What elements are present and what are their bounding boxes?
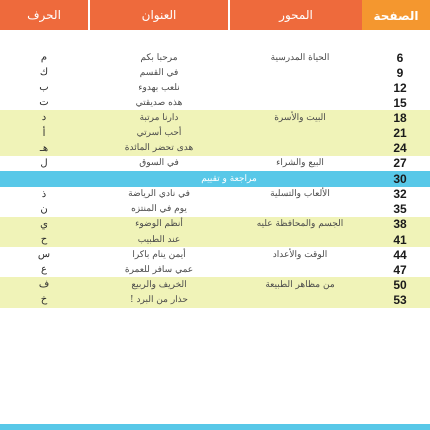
letter-cell: أ [42,127,46,139]
title-cell: في السوق [139,158,179,169]
header-title: العنوان [88,0,230,30]
letter-cell: ف [38,279,50,291]
table-row [0,232,430,247]
page-number: 50 [393,277,407,292]
letter-cell: ع [41,264,47,276]
title-cell: هذه صديقتي [135,97,183,108]
page-number: 6 [396,50,404,65]
table-header [0,0,430,30]
axis-cell: الجسم والمحافظة عليه [256,219,344,230]
page-number: 24 [393,141,407,156]
table-row [0,217,430,232]
table-row [0,95,430,110]
page-number: 18 [393,110,407,125]
title-cell: مرحبا بكم [140,52,178,63]
title-cell: الخريف والربيع [131,279,187,290]
table-row [0,156,430,171]
header-page: الصفحة [362,0,430,30]
letter-cell: م [40,52,48,64]
letter-cell: ح [40,234,48,246]
page-number: 12 [393,80,407,95]
table-row [0,247,430,262]
letter-cell: هـ [39,142,49,154]
table-row [0,202,430,217]
title-cell: في نادي الرياضة [128,189,190,200]
page-number: 15 [393,95,407,110]
title-cell: هدى تحضر المائدة [124,143,194,154]
page-number: 32 [393,187,407,202]
page-number: 44 [393,247,407,262]
header-letter: الحرف [0,0,88,30]
title-cell: عمي سافر للعمرة [124,264,194,275]
letter-cell: ت [39,97,49,109]
title-cell: يوم في المنتزه [131,204,187,215]
review-row [0,171,430,187]
letter-cell: ك [39,67,49,79]
page-number: 53 [393,292,407,307]
axis-cell: الحياة المدرسية [270,52,330,63]
page-number: 47 [393,262,407,277]
page-number: 27 [393,156,407,171]
bottom-bar [0,424,430,430]
page-number: 38 [393,217,407,232]
title-cell: نلعب بهدوء [138,82,180,93]
letter-cell: خ [40,294,48,306]
axis-cell: البيع والشراء [276,158,324,169]
title-cell: أحب أسرتي [136,128,182,139]
table-row [0,110,430,125]
page-number: 35 [393,202,407,217]
letter-cell: ن [40,203,48,215]
table-row [0,80,430,95]
axis-cell: الوقت والأعداد [272,249,328,260]
title-cell: عند الطبيب [137,234,181,245]
axis-cell: البيت والأسرة [274,112,326,123]
header-axis: المحور [230,0,362,30]
table-row [0,65,430,80]
title-cell: أيمن ينام باكرا [132,249,186,260]
letter-cell: د [41,112,47,124]
page-number: 9 [396,65,404,80]
table-row [0,292,430,307]
table-row [0,187,430,202]
title-cell: حذار من البرد ! [130,294,188,305]
title-cell: أنظم الوضوء [135,219,183,230]
table-row [0,50,430,65]
letter-cell: ي [40,218,48,230]
title-cell: دارنا مرتبة [139,112,179,123]
table-row [0,125,430,140]
letter-cell: ل [40,157,48,169]
table-row [0,262,430,277]
letter-cell: س [37,249,51,261]
letter-cell: ب [39,82,49,94]
table-row [0,141,430,156]
title-cell: في القسم [139,67,179,78]
letter-cell: ذ [41,188,47,200]
contents-table [0,50,430,308]
axis-cell: من مظاهر الطبيعة [265,279,335,290]
page-number: 41 [393,232,407,247]
page-number: 30 [393,171,407,186]
table-row [0,277,430,292]
page-number: 21 [393,126,407,141]
review-label: مراجعة و تقييم [201,173,257,184]
axis-cell: الألعاب والتسلية [270,189,330,200]
